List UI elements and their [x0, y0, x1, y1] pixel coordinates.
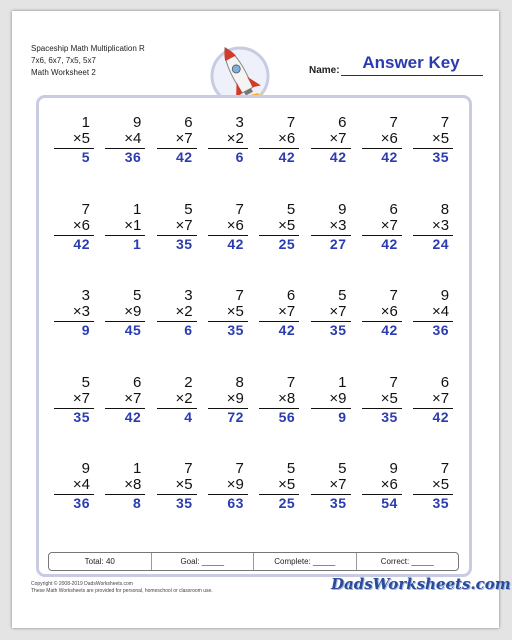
problem-4-2: [105, 375, 145, 426]
multiplier: ×7: [311, 304, 351, 322]
multiplicand: 6: [184, 114, 193, 131]
multiplier: ×6: [362, 131, 402, 149]
problem-5-2: [105, 461, 145, 512]
answer: 42: [278, 149, 296, 165]
answer: 56: [278, 408, 296, 425]
answer: 42: [124, 408, 142, 425]
multiplier: ×7: [259, 304, 299, 322]
multiplier: ×8: [259, 391, 299, 409]
multiplicand: 2: [184, 373, 193, 391]
problem-3-1: [54, 288, 94, 339]
multiplier: ×5: [208, 304, 248, 322]
answer: 42: [278, 322, 296, 338]
multiplicand: 7: [389, 373, 398, 391]
problem-3-7: [362, 288, 402, 339]
answer: 42: [227, 235, 244, 252]
worksheet-subtitle: Math Worksheet 2: [31, 68, 96, 77]
multiplier: ×7: [311, 477, 351, 495]
multiplicand: 7: [235, 460, 244, 477]
problem-1-8: [413, 115, 453, 166]
copyright-notice: [31, 581, 213, 594]
score-footer: [48, 552, 459, 571]
answer: 42: [329, 149, 347, 165]
answer: 42: [432, 408, 450, 425]
answer: 54: [381, 495, 398, 511]
problem-5-5: [259, 461, 299, 512]
multiplier: ×6: [362, 304, 402, 322]
problem-5-1: [54, 461, 94, 512]
problem-2-1: [54, 202, 94, 253]
multiplicand: 9: [440, 287, 450, 304]
problem-3-4: [208, 288, 248, 339]
problem-2-3: [157, 202, 197, 253]
multiplier: ×1: [105, 218, 145, 236]
worksheet-title: Spaceship Math Multiplication R: [31, 44, 145, 53]
multiplier: ×5: [413, 477, 453, 495]
problem-3-5: [259, 288, 299, 339]
multiplier: ×3: [54, 304, 94, 322]
multiplier: ×4: [413, 304, 453, 322]
answer: 25: [278, 495, 296, 511]
goal-cell[interactable]: Goal: _____: [152, 553, 255, 570]
multiplier: ×6: [259, 131, 299, 149]
multiplicand: 5: [132, 287, 142, 304]
multiplier: ×5: [54, 131, 94, 149]
problem-2-5: [259, 202, 299, 253]
problem-2-6: [311, 202, 351, 253]
multiplier: ×4: [105, 131, 145, 149]
multiplicand: 7: [440, 114, 450, 131]
multiplicand: 3: [81, 287, 90, 304]
worksheet-facts: 7x6, 6x7, 7x5, 5x7: [31, 56, 96, 65]
multiplier: ×7: [311, 131, 351, 149]
answer: 9: [338, 408, 347, 425]
problem-2-7: [362, 202, 402, 253]
multiplicand: 7: [184, 460, 193, 477]
answer: 25: [278, 235, 296, 252]
answer: 35: [227, 322, 244, 338]
multiplier: ×2: [208, 131, 248, 149]
multiplier: ×7: [413, 391, 453, 409]
multiplicand: 7: [389, 287, 398, 304]
answer: 35: [432, 149, 450, 165]
problem-3-8: [413, 288, 453, 339]
answer: 5: [81, 149, 90, 165]
answer: 42: [381, 149, 398, 165]
problem-5-4: [208, 461, 248, 512]
answer: 1: [133, 235, 142, 252]
answer: 45: [124, 322, 142, 338]
answer: 27: [329, 235, 347, 252]
problem-1-6: [311, 115, 351, 166]
multiplicand: 7: [286, 373, 296, 391]
multiplier: ×9: [105, 304, 145, 322]
multiplicand: 8: [440, 200, 450, 218]
multiplier: ×7: [54, 391, 94, 409]
multiplicand: 5: [338, 460, 347, 477]
total-cell: Total: 40: [49, 553, 152, 570]
complete-cell[interactable]: Complete: _____: [254, 553, 357, 570]
answer: 6: [184, 322, 193, 338]
problem-3-3: [157, 288, 197, 339]
multiplicand: 7: [440, 460, 450, 477]
correct-cell[interactable]: Correct: _____: [380, 557, 434, 566]
answer: 35: [329, 495, 347, 511]
answer: 42: [381, 235, 398, 252]
multiplicand: 3: [184, 287, 193, 304]
multiplier: ×4: [54, 477, 94, 495]
problem-1-4: [208, 115, 248, 166]
multiplicand: 5: [184, 200, 193, 218]
multiplier: ×9: [208, 477, 248, 495]
multiplier: ×3: [311, 218, 351, 236]
answer: 35: [329, 322, 347, 338]
multiplier: ×5: [259, 477, 299, 495]
name-field-line[interactable]: [341, 75, 483, 76]
problem-2-8: [413, 202, 453, 253]
multiplier: ×6: [54, 218, 94, 236]
answer: 42: [381, 322, 398, 338]
multiplier: ×6: [208, 218, 248, 236]
answer: 36: [432, 322, 450, 338]
copyright-line-2: These Math Worksheets are provided for personal, homeschool or classroom use.: [31, 587, 213, 594]
multiplicand: 5: [286, 200, 296, 218]
multiplier: ×7: [157, 218, 197, 236]
multiplicand: 9: [132, 114, 142, 131]
answer: 63: [227, 495, 244, 511]
answer: 8: [133, 495, 142, 511]
answer: 35: [381, 408, 398, 425]
multiplier: ×9: [208, 391, 248, 409]
multiplicand: 1: [132, 200, 142, 218]
multiplier: ×3: [413, 218, 453, 236]
multiplicand: 1: [338, 373, 347, 391]
multiplicand: 6: [389, 200, 398, 218]
multiplicand: 8: [235, 373, 244, 391]
problem-3-2: [105, 288, 145, 339]
multiplicand: 6: [338, 114, 347, 131]
problem-1-1: [54, 115, 94, 166]
problem-4-5: [259, 375, 299, 426]
dadsworksheets-logo[interactable]: DadsWorksheets.com: [331, 575, 511, 593]
multiplier: ×7: [105, 391, 145, 409]
answer: 35: [432, 495, 450, 511]
problem-3-6: [311, 288, 351, 339]
multiplicand: 7: [235, 287, 244, 304]
multiplicand: 9: [81, 460, 90, 477]
multiplier: ×2: [157, 304, 197, 322]
problem-1-5: [259, 115, 299, 166]
multiplier: ×5: [259, 218, 299, 236]
multiplier: ×8: [105, 477, 145, 495]
multiplicand: 7: [81, 200, 90, 218]
problem-5-7: [362, 461, 402, 512]
answer: 36: [73, 495, 90, 511]
problem-2-2: [105, 202, 145, 253]
problem-4-1: [54, 375, 94, 426]
problem-5-8: [413, 461, 453, 512]
multiplier: ×9: [311, 391, 351, 409]
problem-4-7: [362, 375, 402, 426]
problem-4-3: [157, 375, 197, 426]
problem-5-6: [311, 461, 351, 512]
multiplicand: 9: [338, 200, 347, 218]
problem-5-3: [157, 461, 197, 512]
multiplicand: 6: [286, 287, 296, 304]
answer: 72: [227, 408, 244, 425]
multiplicand: 7: [235, 200, 244, 218]
problem-2-4: [208, 202, 248, 253]
multiplier: ×5: [413, 131, 453, 149]
answer: 35: [73, 408, 90, 425]
multiplier: ×2: [157, 391, 197, 409]
multiplicand: 6: [440, 373, 450, 391]
answer: 24: [432, 235, 450, 252]
answer: 35: [176, 235, 193, 252]
copyright-line-1: Copyright © 2008-2019 DadsWorksheets.com: [31, 581, 133, 587]
multiplier: ×5: [362, 391, 402, 409]
problem-1-3: [157, 115, 197, 166]
multiplicand: 9: [389, 460, 398, 477]
problem-1-7: [362, 115, 402, 166]
multiplicand: 1: [132, 460, 142, 477]
multiplicand: 7: [389, 114, 398, 131]
answer-key-title: Answer Key: [362, 53, 460, 72]
problem-4-8: [413, 375, 453, 426]
problem-1-2: [105, 115, 145, 166]
multiplicand: 5: [286, 460, 296, 477]
multiplier: ×7: [157, 131, 197, 149]
answer: 42: [176, 149, 193, 165]
multiplicand: 1: [81, 114, 90, 131]
answer: 6: [235, 149, 244, 165]
answer: 36: [124, 149, 142, 165]
problem-grid: [50, 112, 461, 532]
multiplicand: 5: [338, 287, 347, 304]
answer: 9: [81, 322, 90, 338]
multiplier: ×6: [362, 477, 402, 495]
multiplicand: 5: [81, 373, 90, 391]
answer: 35: [176, 495, 193, 511]
answer: 4: [184, 408, 193, 425]
multiplicand: 6: [132, 373, 142, 391]
multiplier: ×5: [157, 477, 197, 495]
multiplicand: 7: [286, 114, 296, 131]
name-label: Name:: [309, 65, 340, 76]
answer: 42: [73, 235, 90, 252]
worksheet-header: [31, 43, 145, 79]
multiplicand: 3: [235, 114, 244, 131]
problem-4-6: [311, 375, 351, 426]
multiplier: ×7: [362, 218, 402, 236]
problem-4-4: [208, 375, 248, 426]
